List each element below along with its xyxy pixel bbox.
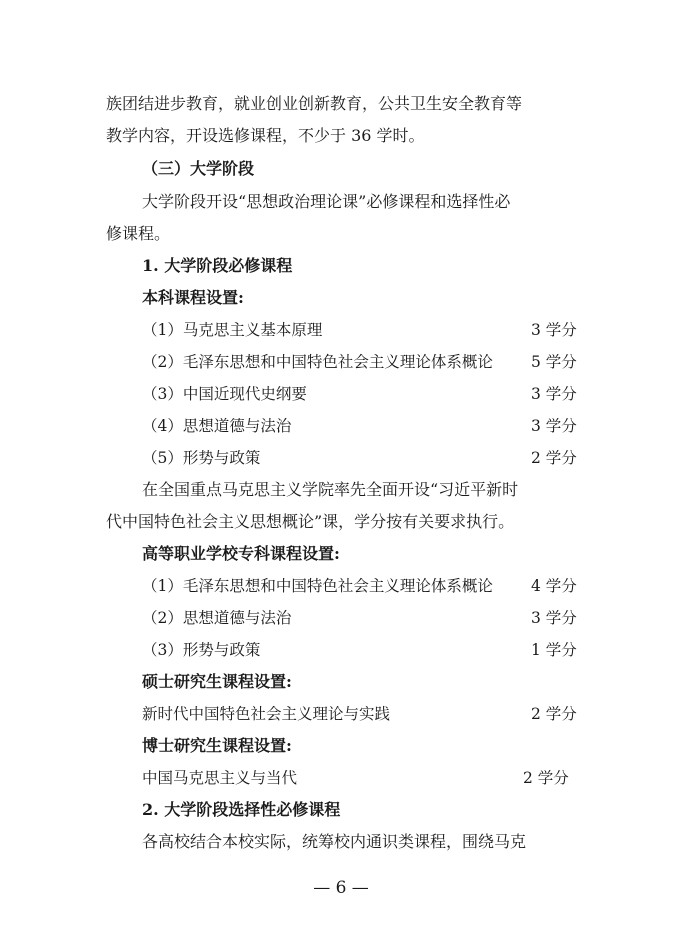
- master-heading: 硕士研究生课程设置:: [142, 672, 292, 691]
- course-credit: 2 学分: [531, 705, 577, 723]
- paragraph-line: 各高校结合本校实际，统筹校内通识类课程，围绕马克: [142, 832, 527, 851]
- course-name: （5）形势与政策: [142, 449, 261, 467]
- paragraph-line: 大学阶段开设“思想政治理论课”必修课程和选择性必: [142, 192, 511, 211]
- course-credit: 2 学分: [531, 449, 577, 467]
- course-credit: 4 学分: [531, 577, 577, 595]
- course-name: 新时代中国特色社会主义理论与实践: [142, 705, 391, 723]
- course-credit: 3 学分: [531, 321, 577, 339]
- vocational-heading: 高等职业学校专科课程设置:: [142, 544, 340, 563]
- paragraph-line: 族团结进步教育，就业创业创新教育，公共卫生安全教育等: [106, 94, 523, 113]
- undergrad-heading: 本科课程设置:: [142, 288, 244, 307]
- course-name: （4）思想道德与法治: [142, 417, 292, 435]
- course-credit: 5 学分: [531, 353, 577, 371]
- paragraph-line: 修课程。: [106, 224, 171, 243]
- course-credit: 2 学分: [523, 769, 569, 787]
- course-name: （1）毛泽东思想和中国特色社会主义理论体系概论: [142, 577, 493, 595]
- sub-heading: 2. 大学阶段选择性必修课程: [142, 800, 341, 819]
- sub-heading: 1. 大学阶段必修课程: [142, 256, 293, 275]
- course-credit: 3 学分: [531, 385, 577, 403]
- doctor-heading: 博士研究生课程设置:: [142, 736, 292, 755]
- course-name: （2）思想道德与法治: [142, 609, 292, 627]
- course-name: 中国马克思主义与当代: [142, 769, 298, 787]
- course-name: （2）毛泽东思想和中国特色社会主义理论体系概论: [142, 353, 493, 371]
- page-number: — 6 —: [313, 878, 369, 898]
- course-name: （3）形势与政策: [142, 641, 261, 659]
- paragraph-line: 教学内容，开设选修课程，不少于 36 学时。: [106, 126, 425, 145]
- course-credit: 3 学分: [531, 417, 577, 435]
- paragraph-line: 代中国特色社会主义思想概论”课，学分按有关要求执行。: [106, 512, 515, 531]
- paragraph-line: 在全国重点马克思主义学院率先全面开设“习近平新时: [142, 480, 519, 499]
- course-credit: 3 学分: [531, 609, 577, 627]
- course-name: （1）马克思主义基本原理: [142, 321, 323, 339]
- section-heading: （三）大学阶段: [142, 159, 255, 178]
- course-name: （3）中国近现代史纲要: [142, 385, 307, 403]
- course-credit: 1 学分: [531, 641, 577, 659]
